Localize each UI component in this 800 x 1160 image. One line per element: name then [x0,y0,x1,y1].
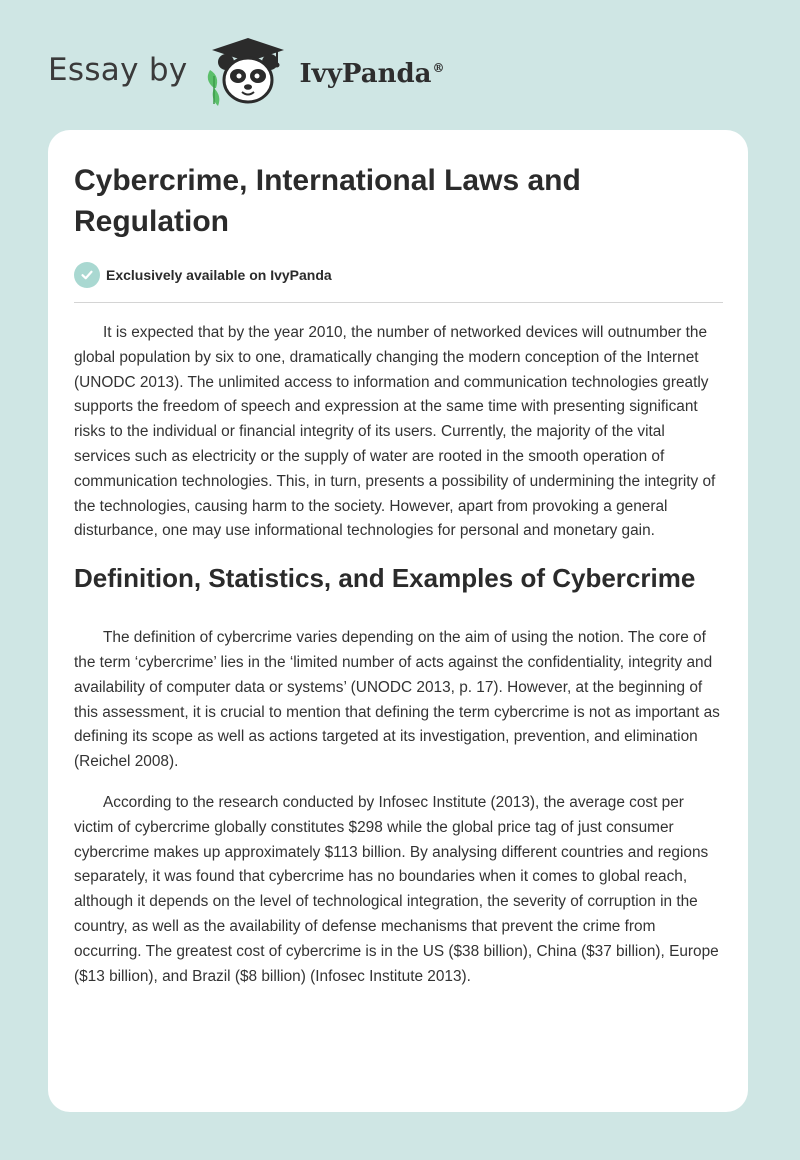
registered-mark: ® [432,61,445,76]
exclusive-badge [74,262,722,288]
paragraph: It is expected that by the year 2010, the number of networked devices will outnumber the global population by six to one, dramatically changing the modern conception of the Internet (UNODC 2013). The unlimited access to information and communication technologies greatly supports the freedom of speech and expression at the same time with presenting significant risks to the individual or financial integrity of its users. Currently, the majority of the vital services such as electricity or the supply of water are rooted in the smooth operation of communication technologies. This, in turn, presents a possibility of undermining the integrity of the technologies, causing harm to the society. However, apart from provoking a general disturbance, one may use informational technologies for personal and monetary gain. [74,324,716,540]
site-header [48,36,508,108]
section-heading: Definition, Statistics, and Examples of Cybercrime [74,563,696,594]
paragraph: The definition of cybercrime varies depending on the aim of using the notion. The core of the term ‘cybercrime’ lies in the ‘limited number of acts against the confidentiality, integrity and availability of computer data or systems’ (UNODC 2013, p. 17). However, at the beginning of this assessment, it is crucial to mention that defining the term cybercrime is not as important as defining its scope as well as actions targeted at its investigation, prevention, and elimination (Reichel 2008). [74,629,720,771]
essay-card [48,130,748,1112]
badge-label: Exclusively available on IvyPanda [106,267,332,283]
divider [74,302,723,303]
essay-by-label: Essay by [48,52,188,88]
brand-name: IvyPanda® [299,59,445,89]
paragraph: According to the research conducted by Infosec Institute (2013), the average cost per victim of cybercrime globally constitutes $298 while the global price tag of just consumer cybercrime makes up approximately $113 billion. By analysing different countries and regions separately, it was found that cybercrime has no boundaries when it comes to global reach, although it depends on the level of technological integration, the severity of corruption in the country, as well as the availability of defense mechanisms that prevent the crime from occurring. The greatest cost of cybercrime is in the US ($38 billion), China ($37 billion), Europe ($13 billion), and Brazil ($8 billion) (Infosec Institute 2013). [74,793,719,985]
panda-graduate-icon[interactable] [200,36,296,108]
check-circle-icon [74,262,100,288]
page-title: Cybercrime, International Laws and Regulation [74,164,581,238]
